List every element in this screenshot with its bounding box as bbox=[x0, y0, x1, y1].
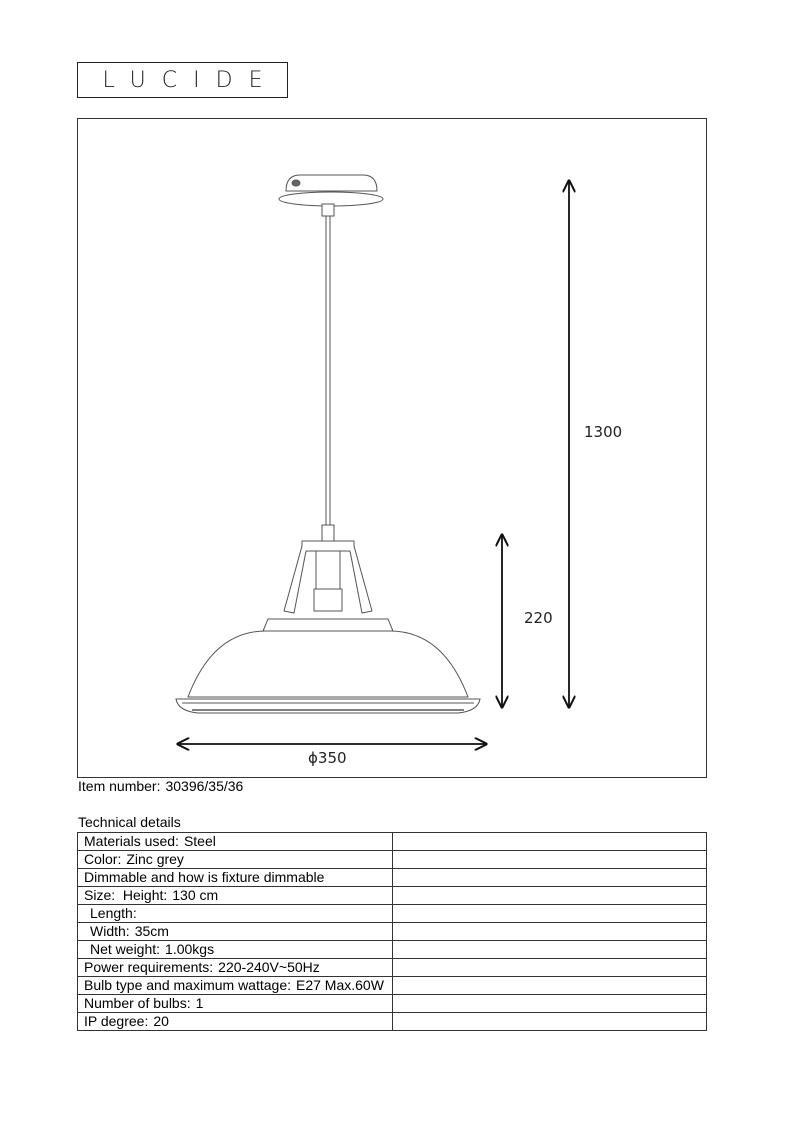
spec-cell: Size: Height: 130 cm bbox=[78, 887, 393, 905]
table-row bbox=[78, 995, 707, 1013]
table-row bbox=[78, 1013, 707, 1031]
table-row bbox=[78, 851, 707, 869]
table-row bbox=[78, 833, 707, 851]
spec-cell: Net weight: 1.00kgs bbox=[78, 941, 393, 959]
logo-text: LUCIDE bbox=[102, 67, 279, 93]
dim-diameter-label: ϕ350 bbox=[308, 749, 347, 767]
spec-cell: Color: Zinc grey bbox=[78, 851, 393, 869]
spec-cell: Length: bbox=[78, 905, 393, 923]
spec-cell: IP degree: 20 bbox=[78, 1013, 393, 1031]
spec-cell: Width: 35cm bbox=[78, 923, 393, 941]
brand-logo bbox=[77, 62, 288, 98]
spec-empty-cell bbox=[393, 887, 707, 905]
table-row bbox=[78, 941, 707, 959]
spec-empty-cell bbox=[393, 941, 707, 959]
spec-cell: Number of bulbs: 1 bbox=[78, 995, 393, 1013]
spec-empty-cell bbox=[393, 923, 707, 941]
dimension-overall-height bbox=[569, 181, 622, 707]
suspension-cord bbox=[322, 204, 334, 527]
spec-empty-cell bbox=[393, 1013, 707, 1031]
item-number-label: Item number: bbox=[78, 778, 161, 794]
dimension-diameter bbox=[178, 744, 486, 767]
dimension-shade-height bbox=[502, 535, 553, 707]
spec-empty-cell bbox=[393, 995, 707, 1013]
technical-details-title: Technical details bbox=[78, 814, 181, 830]
spec-empty-cell bbox=[393, 905, 707, 923]
item-number-value: 30396/35/36 bbox=[165, 778, 244, 794]
table-row bbox=[78, 905, 707, 923]
item-number bbox=[78, 778, 243, 794]
spec-empty-cell bbox=[393, 833, 707, 851]
technical-details-table bbox=[77, 832, 707, 1031]
lamp-shade bbox=[176, 619, 480, 713]
spec-empty-cell bbox=[393, 851, 707, 869]
table-row bbox=[78, 977, 707, 995]
spec-empty-cell bbox=[393, 977, 707, 995]
lamp-holder bbox=[284, 525, 372, 613]
table-row bbox=[78, 887, 707, 905]
spec-empty-cell bbox=[393, 959, 707, 977]
table-row bbox=[78, 923, 707, 941]
spec-cell: Dimmable and how is fixture dimmable bbox=[78, 869, 393, 887]
table-row bbox=[78, 869, 707, 887]
pendant-lamp-drawing bbox=[78, 119, 708, 779]
spec-cell: Power requirements: 220-240V~50Hz bbox=[78, 959, 393, 977]
dim-height-total-label: 1300 bbox=[584, 423, 623, 441]
spec-cell: Bulb type and maximum wattage: E27 Max.60W bbox=[78, 977, 393, 995]
spec-cell: Materials used: Steel bbox=[78, 833, 393, 851]
ceiling-canopy bbox=[279, 175, 383, 206]
dim-height-shade-label: 220 bbox=[524, 609, 553, 627]
table-row bbox=[78, 959, 707, 977]
spec-empty-cell bbox=[393, 869, 707, 887]
technical-drawing-frame bbox=[77, 118, 707, 778]
